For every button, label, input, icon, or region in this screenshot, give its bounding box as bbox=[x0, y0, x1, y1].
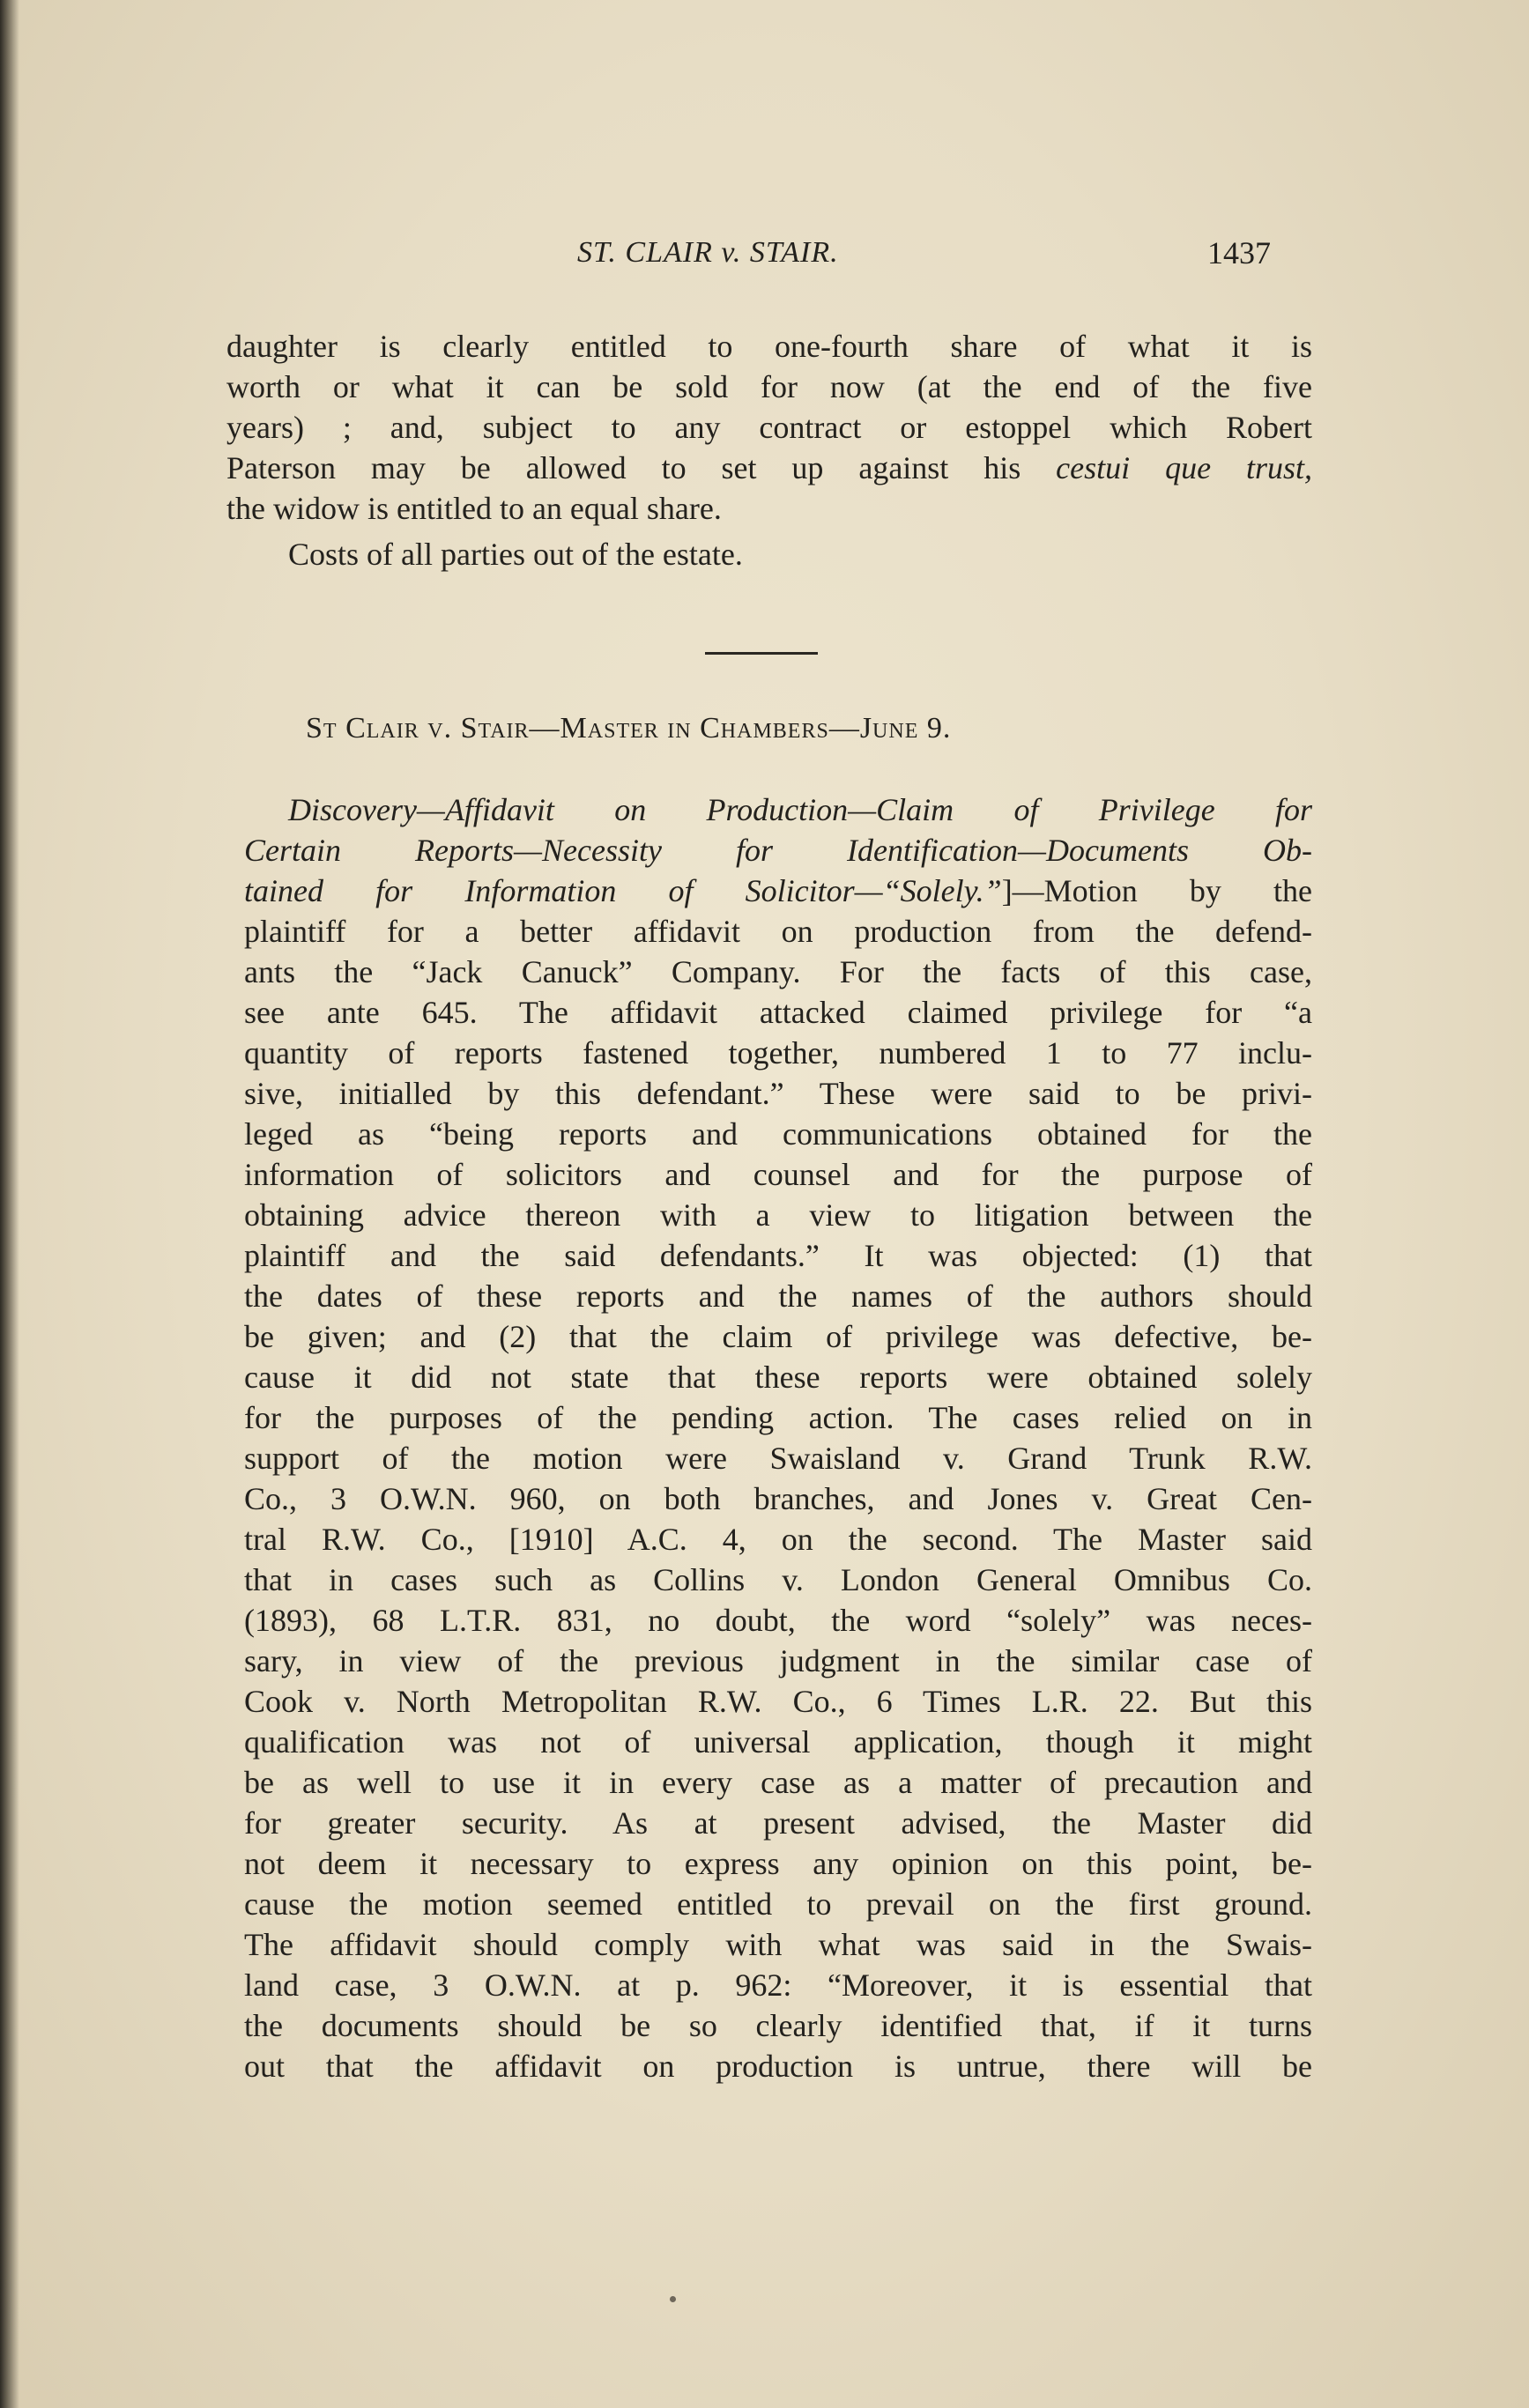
case-heading: St Clair v. Stair—Master in Chambers—June 9. bbox=[306, 712, 952, 745]
headnote-line: tained for Information of Solicitor—“Solely.” bbox=[244, 873, 1002, 908]
text-line: the widow is entitled to an equal share. bbox=[226, 491, 722, 526]
text-line bbox=[244, 871, 1312, 911]
text-line: tral R.W. Co., [1910] A.C. 4, on the second. The Master said bbox=[244, 1522, 1312, 1557]
text-line: sive, initialled by this defendant.” These were said to be privi- bbox=[244, 1076, 1312, 1111]
text-line: for the purposes of the pending action. The cases relied on in bbox=[244, 1400, 1312, 1435]
text-line: the dates of these reports and the names of the authors should bbox=[244, 1278, 1312, 1314]
text-line: information of solicitors and counsel and for the purpose of bbox=[244, 1157, 1312, 1192]
text-line: Cook v. North Metropolitan R.W. Co., 6 Times L.R. 22. But this bbox=[244, 1684, 1312, 1719]
text-line: qualification was not of universal application, though it might bbox=[244, 1724, 1312, 1760]
text-line: leged as “being reports and communications obtained for the bbox=[244, 1116, 1312, 1152]
text-line: be given; and (2) that the claim of privilege was defective, be- bbox=[244, 1319, 1312, 1354]
section-divider bbox=[705, 652, 818, 655]
text-line: support of the motion were Swaisland v. Grand Trunk R.W. bbox=[244, 1441, 1312, 1476]
headnote-line: Discovery—Affidavit on Production—Claim of Privilege for bbox=[288, 792, 1312, 827]
text-line: the documents should be so clearly identified that, if it turns bbox=[244, 2008, 1312, 2043]
text-line: worth or what it can be sold for now (at the end of the five bbox=[226, 369, 1312, 404]
page-number: 1437 bbox=[1207, 235, 1271, 270]
text-line: that in cases such as Collins v. London General Omnibus Co. bbox=[244, 1562, 1312, 1597]
headnote-line: Certain Reports—Necessity for Identification—Documents Ob- bbox=[244, 833, 1312, 868]
paragraph-daughter-share bbox=[226, 326, 1312, 529]
ink-speck bbox=[670, 2296, 676, 2302]
text-line: plaintiff and the said defendants.” It was objected: (1) that bbox=[244, 1238, 1312, 1273]
text-line: out that the affidavit on production is untrue, there will be bbox=[244, 2049, 1312, 2084]
paragraph-costs bbox=[288, 534, 993, 574]
paragraph-case-report bbox=[244, 789, 1312, 2086]
text-line: The affidavit should comply with what was said in the Swais- bbox=[244, 1927, 1312, 1962]
text-line-tail: ]—Motion by the bbox=[1001, 873, 1312, 908]
latin-term: cestui que trust, bbox=[1056, 450, 1312, 485]
text-line: cause it did not state that these reports were obtained solely bbox=[244, 1360, 1312, 1395]
text-line: years) ; and, subject to any contract or estoppel which Robert bbox=[226, 410, 1312, 445]
page-gutter-shadow bbox=[0, 0, 19, 2408]
text-line: ants the “Jack Canuck” Company. For the facts of this case, bbox=[244, 954, 1312, 989]
text-line: obtaining advice thereon with a view to litigation between the bbox=[244, 1197, 1312, 1233]
text-line: be as well to use it in every case as a matter of precaution and bbox=[244, 1765, 1312, 1800]
page-header bbox=[577, 236, 1282, 280]
running-title: ST. CLAIR v. STAIR. bbox=[577, 236, 839, 269]
text-line: daughter is clearly entitled to one-fourth share of what it is bbox=[226, 329, 1312, 364]
text-line: see ante 645. The affidavit attacked claimed privilege for “a bbox=[244, 995, 1312, 1030]
text-line: quantity of reports fastened together, numbered 1 to 77 inclu- bbox=[244, 1035, 1312, 1071]
text-line: land case, 3 O.W.N. at p. 962: “Moreover, it is essential that bbox=[244, 1967, 1312, 2003]
text-line: (1893), 68 L.T.R. 831, no doubt, the word “solely” was neces- bbox=[244, 1603, 1312, 1638]
text-line-start: Paterson may be allowed to set up against his bbox=[226, 450, 1057, 485]
text-line: not deem it necessary to express any opinion on this point, be- bbox=[244, 1846, 1312, 1881]
text-line: for greater security. As at present advised, the Master did bbox=[244, 1805, 1312, 1841]
text-line: Costs of all parties out of the estate. bbox=[288, 537, 743, 572]
text-line bbox=[226, 448, 1312, 488]
text-line: plaintiff for a better affidavit on production from the defend- bbox=[244, 914, 1312, 949]
text-line: sary, in view of the previous judgment in the similar case of bbox=[244, 1643, 1312, 1678]
text-line: cause the motion seemed entitled to prevail on the first ground. bbox=[244, 1886, 1312, 1922]
text-line: Co., 3 O.W.N. 960, on both branches, and Jones v. Great Cen- bbox=[244, 1481, 1312, 1516]
